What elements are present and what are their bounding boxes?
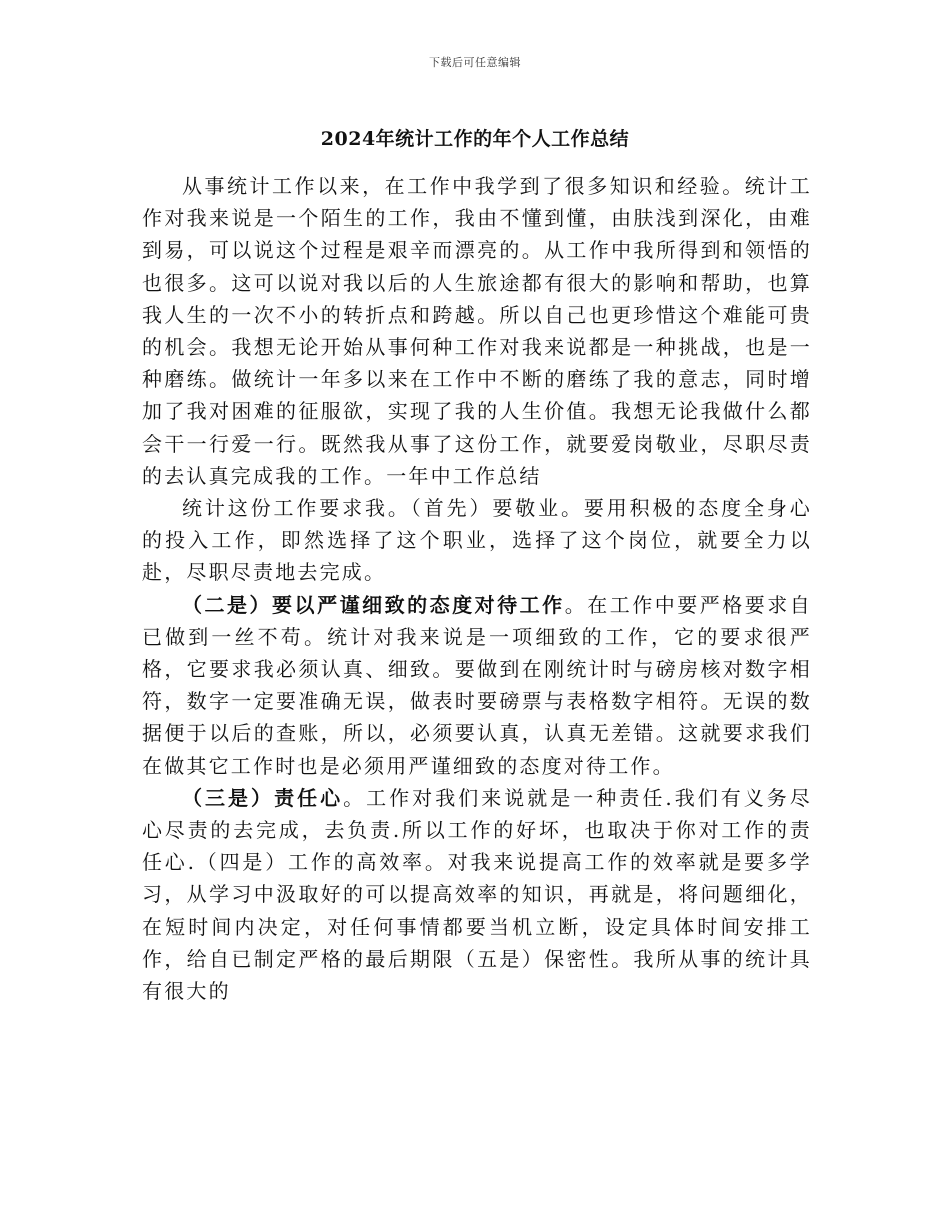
paragraph-lead-bold: （二是）要以严谨细致的态度对待工作 [182,592,565,617]
paragraph-1 [142,170,812,492]
header-note: 下载后可任意编辑 [429,56,521,69]
paragraph-text: 从事统计工作以来，在工作中我学到了很多知识和经验。统计工作对我来说是一个陌生的工作，我由不懂到懂，由肤浅到深化，由难到易，可以说这个过程是艰辛而漂亮的。从工作中我所得到和领悟的也很多。这可以说对我以后的人生旅途都有很大的影响和帮助，也算我人生的一次不小的转折点和跨越。所以自己也更珍惜这个难能可贵的机会。我想无论开始从事何种工作对我来说都是一种挑战，也是一种磨练。做统计一年多以来在工作中不断的磨练了我的意志，同时增加了我对困难的征服欲，实现了我的人生价值。我想无论我做什么都会干一行爱一行。既然我从事了这份工作，就要爱岗敬业，尽职尽责的去认真完成我的工作。一年中工作总结 [142,174,812,488]
paragraph-2 [142,492,812,589]
paragraph-3 [142,589,812,782]
paragraph-text: 统计这份工作要求我。（首先）要敬业。要用积极的态度全身心的投入工作，即然选择了这个职业，选择了这个岗位，就要全力以赴，尽职尽责地去完成。 [142,496,812,585]
paragraph-text: 。在工作中要严格要求自已做到一丝不苟。统计对我来说是一项细致的工作，它的要求很严格，它要求我必须认真、细致。要做到在刚统计时与磅房核对数字相符，数字一定要准确无误，做表时要磅票与表格数字相符。无误的数据便于以后的查账，所以，必须要认真，认真无差错。这就要求我们在做其它工作时也是必须用严谨细致的态度对待工作。 [142,592,812,778]
document-body [142,170,812,1007]
paragraph-lead-bold: （三是）责任心 [182,785,344,810]
paragraph-4 [142,782,812,1007]
document-title: 2024年统计工作的年个人工作总结 [320,128,630,150]
paragraph-text: 。工作对我们来说就是一种责任.我们有义务尽心尽责的去完成，去负责.所以工作的好坏，也取决于你对工作的责任心.（四是）工作的高效率。对我来说提高工作的效率就是要多学习，从学习中汲取好的可以提高效率的知识，再就是，将问题细化，在短时间内决定，对任何事情都要当机立断，设定具体时间安排工作，给自已制定严格的最后期限（五是）保密性。我所从事的统计具有很大的 [142,785,813,1004]
